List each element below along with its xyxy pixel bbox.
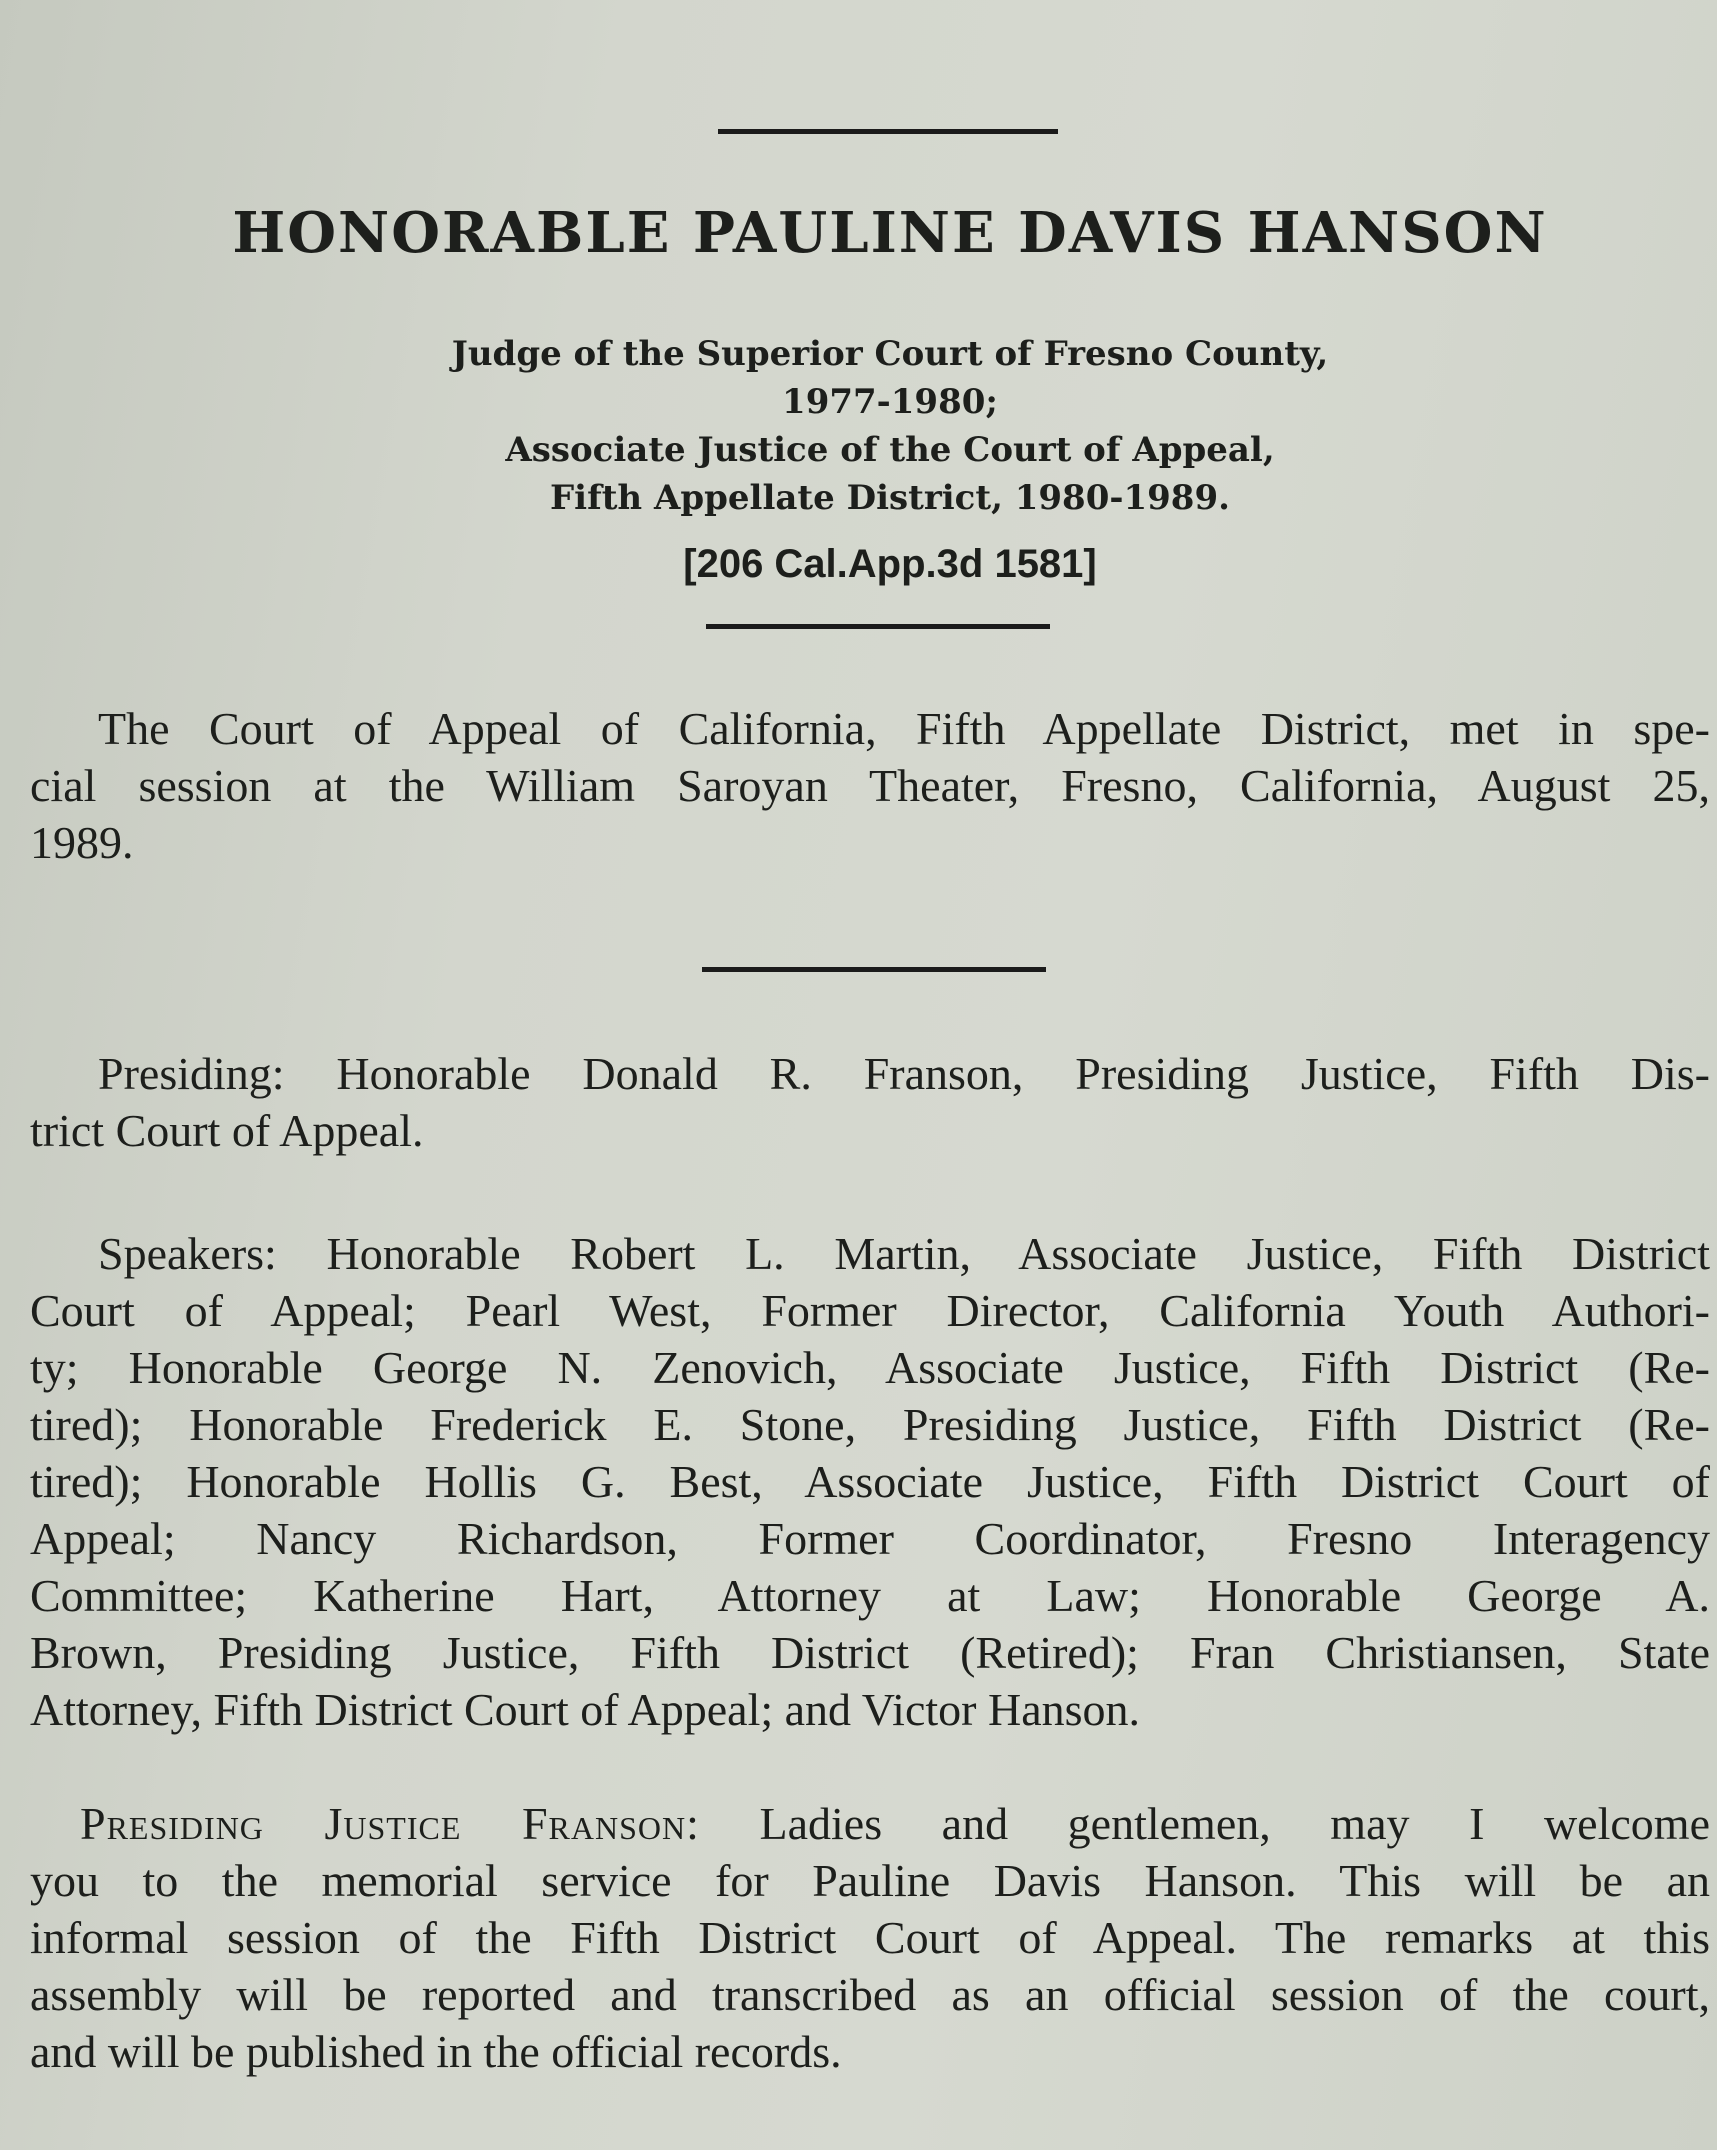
paragraph-line: trict Court of Appeal. — [30, 1105, 424, 1156]
paragraph-line: cial session at the William Saroyan Theater, Fresno, California, August 25, — [30, 760, 1710, 811]
citation: [206 Cal.App.3d 1581] — [683, 542, 1097, 586]
paragraph-line: Committee; Katherine Hart, Attorney at Law; Honorable George A. — [30, 1570, 1710, 1621]
paragraph-line: and will be published in the official records. — [30, 2026, 842, 2077]
paragraph-line: Appeal; Nancy Richardson, Former Coordinator, Fresno Interagency — [30, 1513, 1710, 1564]
paragraph-line: Brown, Presiding Justice, Fifth District (Retired); Fran Christiansen, State — [30, 1627, 1710, 1678]
presiding-paragraph — [30, 1045, 1710, 1159]
paragraph-line: ty; Honorable George N. Zenovich, Associate Justice, Fifth District (Re- — [30, 1342, 1710, 1393]
lower-divider — [702, 967, 1046, 972]
subtitle-line: Associate Justice of the Court of Appeal, — [505, 430, 1275, 470]
session-paragraph — [30, 700, 1710, 871]
subtitle-line: Fifth Appellate District, 1980-1989. — [550, 478, 1230, 518]
paragraph-line: tired); Honorable Hollis G. Best, Associate Justice, Fifth District Court of — [30, 1456, 1710, 1507]
paragraph-line: The Court of Appeal of California, Fifth Appellate District, met in spe- — [98, 703, 1710, 754]
subtitle-line: 1977-1980; — [782, 382, 998, 422]
paragraph-line: Presiding: Honorable Donald R. Franson, Presiding Justice, Fifth Dis- — [98, 1048, 1710, 1099]
paragraph-line: 1989. — [30, 817, 134, 868]
subtitle-line: Judge of the Superior Court of Fresno County, — [451, 334, 1329, 374]
paragraph-line: Court of Appeal; Pearl West, Former Director, California Youth Authori- — [30, 1285, 1710, 1336]
top-divider — [718, 129, 1058, 134]
paragraph-line: informal session of the Fifth District Court of Appeal. The remarks at this — [30, 1912, 1710, 1963]
middle-divider — [706, 624, 1050, 629]
paragraph-line: Attorney, Fifth District Court of Appeal; and Victor Hanson. — [30, 1684, 1141, 1735]
paragraph-line: tired); Honorable Frederick E. Stone, Presiding Justice, Fifth District (Re- — [30, 1399, 1710, 1450]
paragraph-line: assembly will be reported and transcribed as an official session of the court, — [30, 1969, 1710, 2020]
remarks-paragraph — [30, 1795, 1710, 2080]
page-title: HONORABLE PAULINE DAVIS HANSON — [232, 200, 1548, 266]
judicial-positions — [0, 330, 1717, 522]
paragraph-line — [30, 1795, 1710, 1852]
paragraph-line: you to the memorial service for Pauline Davis Hanson. This will be an — [30, 1855, 1710, 1906]
remarks-text: Ladies and gentlemen, may I welcome — [699, 1798, 1710, 1849]
speakers-paragraph — [30, 1225, 1710, 1738]
paragraph-line: Speakers: Honorable Robert L. Martin, Associate Justice, Fifth District — [98, 1228, 1710, 1279]
speaker-name: Presiding Justice Franson: — [80, 1798, 700, 1849]
